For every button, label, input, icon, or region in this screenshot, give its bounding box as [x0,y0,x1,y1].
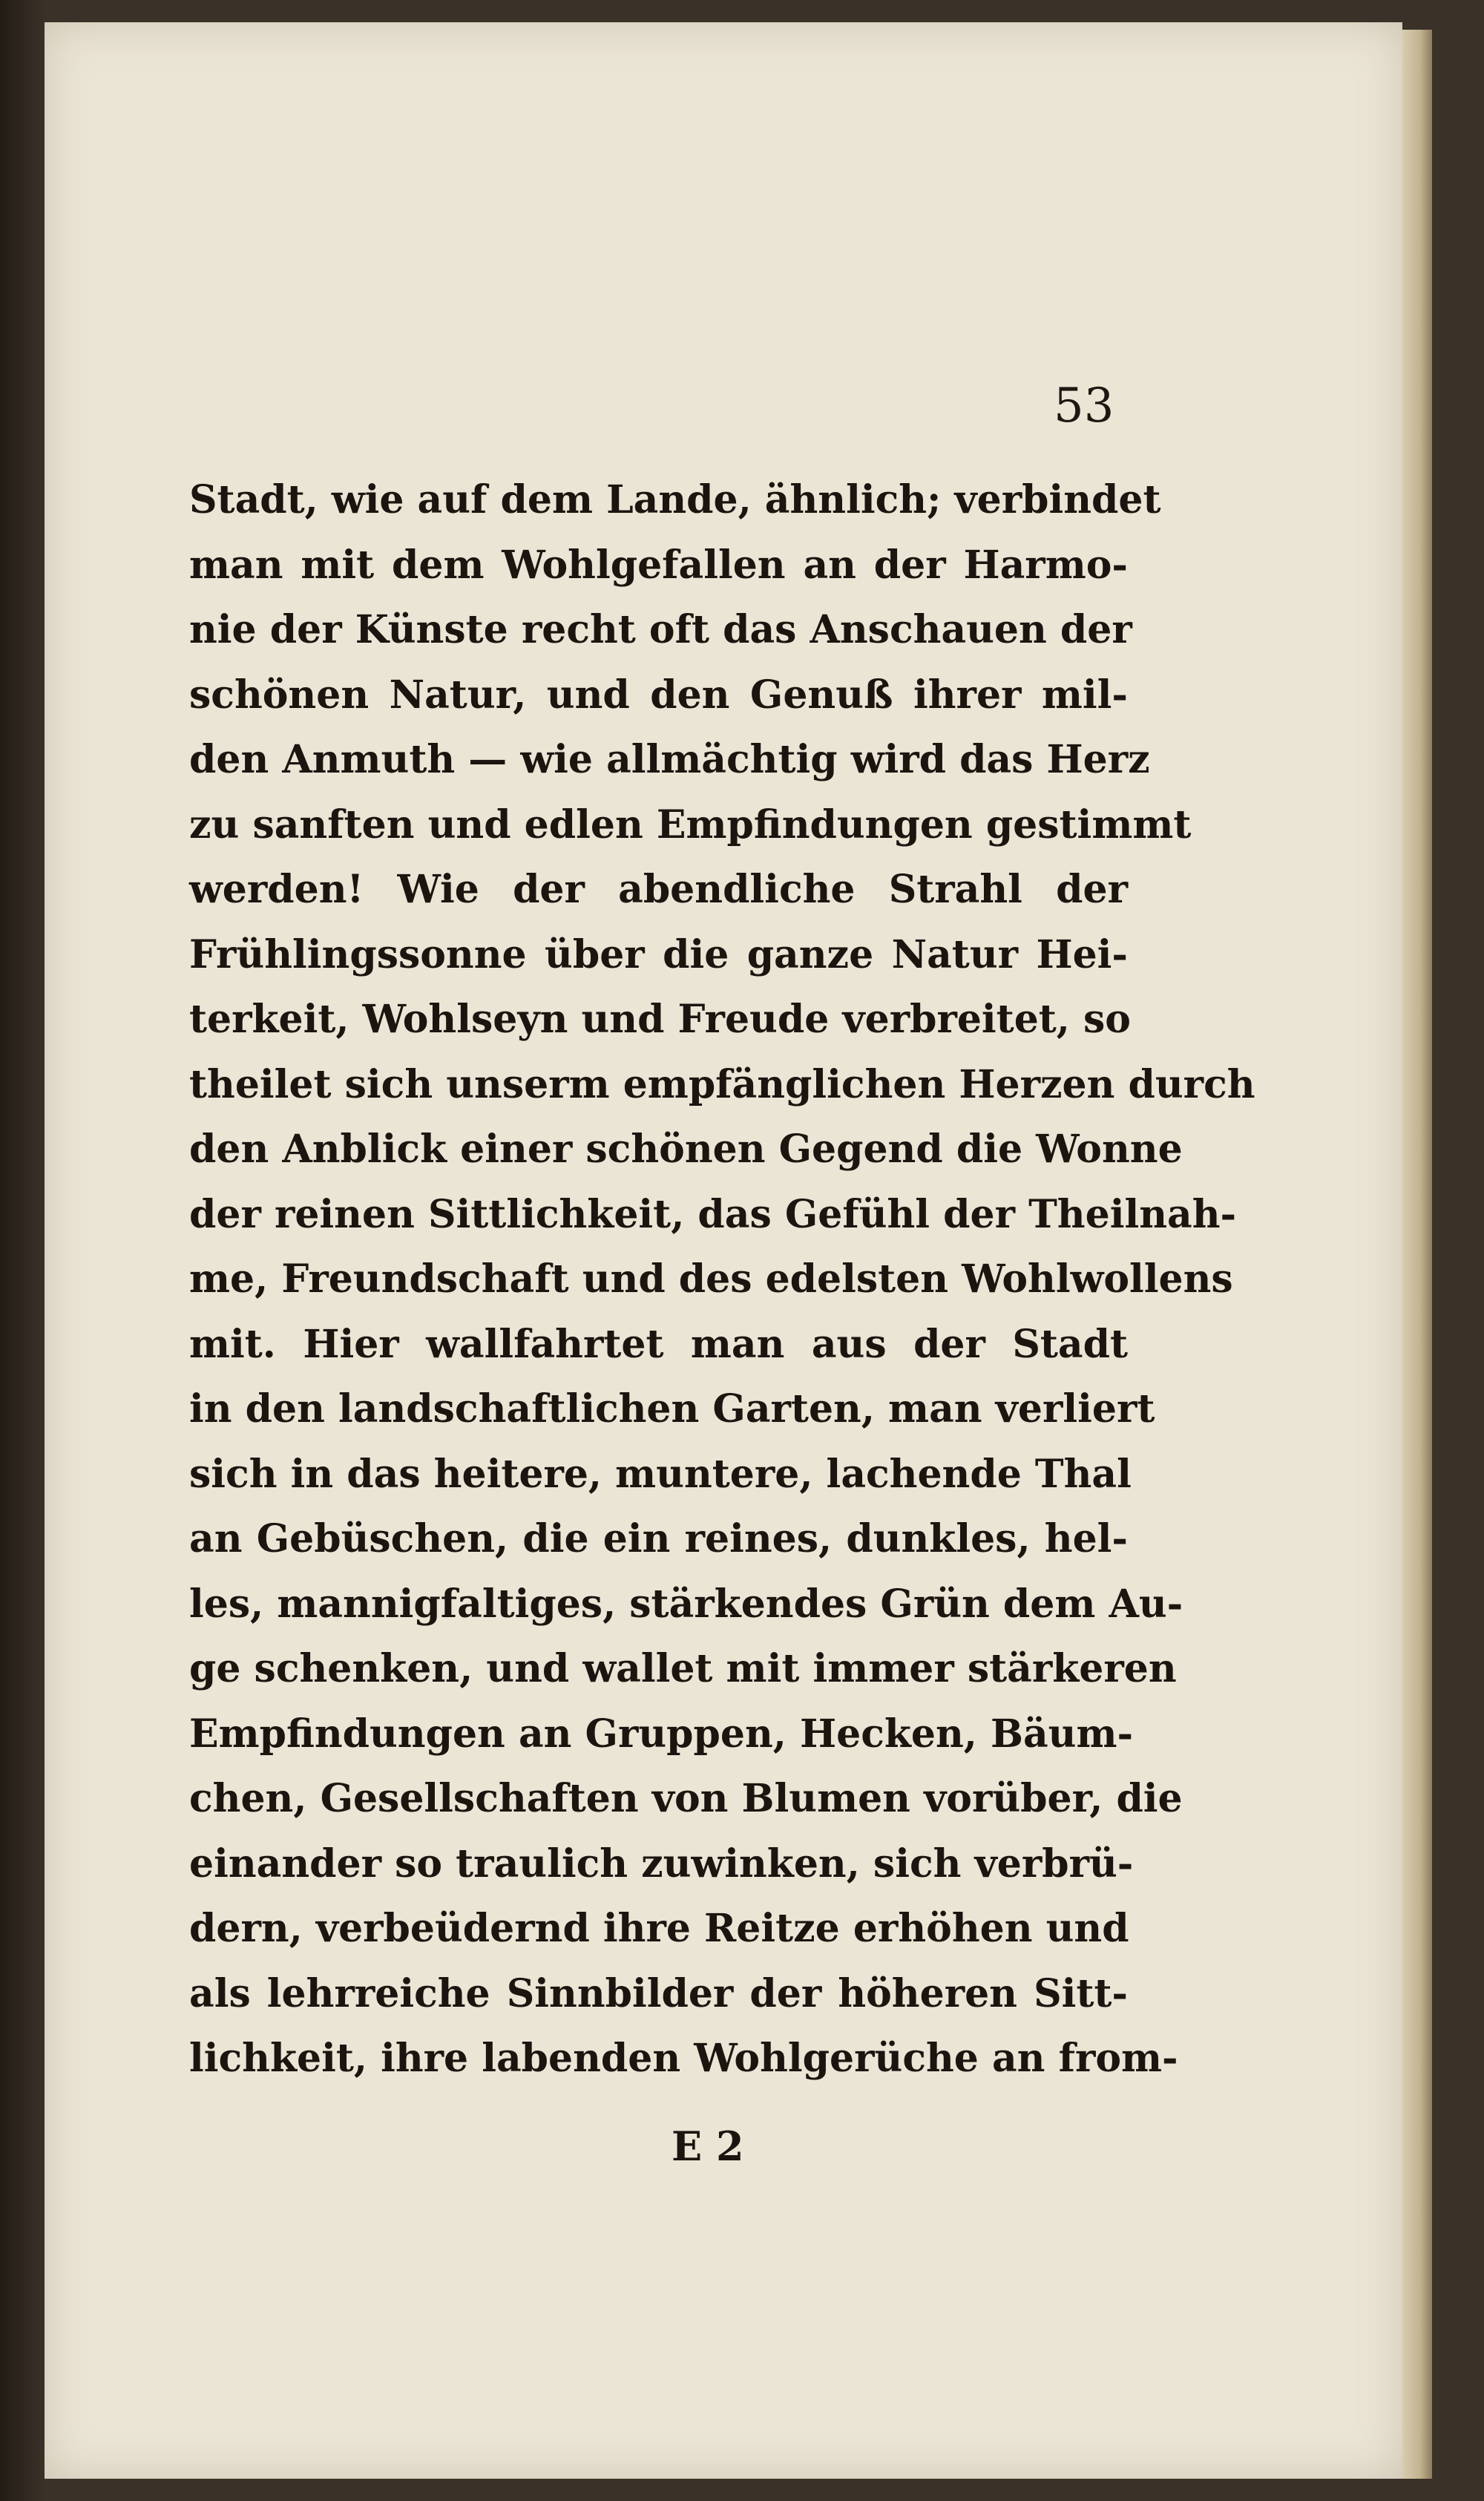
book-page [45,22,1402,2479]
page-number: 53 [1054,378,1114,433]
text-line: als lehrreiche Sinnbilder der höheren Sitt- [189,1970,1128,2016]
text-line: zu sanften und edlen Empfindungen gestimmt [189,802,1192,848]
text-line: nie der Künste recht oft das Anschauen der [189,607,1132,652]
text-line: schönen Natur, und den Genuß ihrer mil- [189,672,1128,718]
text-line: lichkeit, ihre labenden Wohlgerüche an from- [189,2036,1178,2081]
text-line: dern, verbeüdernd ihre Reitze erhöhen und [189,1906,1129,1951]
text-line: in den landschaftlichen Garten, man verliert [189,1386,1155,1432]
text-line: den Anblick einer schönen Gegend die Wonne [189,1127,1183,1172]
text-line: den Anmuth — wie allmächtig wird das Herz [189,737,1150,782]
text-line: man mit dem Wohlgefallen an der Harmo- [189,542,1128,588]
text-line: einander so traulich zuwinken, sich verbrü- [189,1840,1134,1887]
text-line: sich in das heitere, muntere, lachende Thal [189,1451,1132,1497]
text-line: Frühlingssonne über die ganze Natur Hei- [189,931,1128,977]
text-line: chen, Gesellschaften von Blumen vorüber, die [189,1776,1183,1821]
text-line: les, mannigfaltiges, stärkendes Grün dem Au- [189,1581,1183,1627]
text-line: mit. Hier wallfahrtet man aus der Stadt [189,1321,1128,1367]
binding-shadow [0,0,45,2501]
text-line: werden! Wie der abendliche Strahl der [189,867,1128,912]
body-text [189,468,1255,2091]
text-line: der reinen Sittlichkeit, das Gefühl der Theilnah- [189,1191,1237,1237]
text-line: Stadt, wie auf dem Lande, ähnlich; verbindet [189,477,1161,522]
text-line: Empfindungen an Gruppen, Hecken, Bäum- [189,1711,1134,1757]
text-line: terkeit, Wohlseyn und Freude verbreitet, so [189,997,1131,1042]
text-line: an Gebüschen, die ein reines, dunkles, hel- [189,1516,1128,1561]
text-line: theilet sich unserm empfänglichen Herzen durch [189,1061,1255,1107]
page-edge [1402,30,1432,2479]
signature-mark: E 2 [672,2123,744,2170]
text-line: ge schenken, und wallet mit immer stärkeren [189,1646,1177,1691]
text-line: me, Freundschaft und des edelsten Wohlwollens [189,1256,1233,1302]
